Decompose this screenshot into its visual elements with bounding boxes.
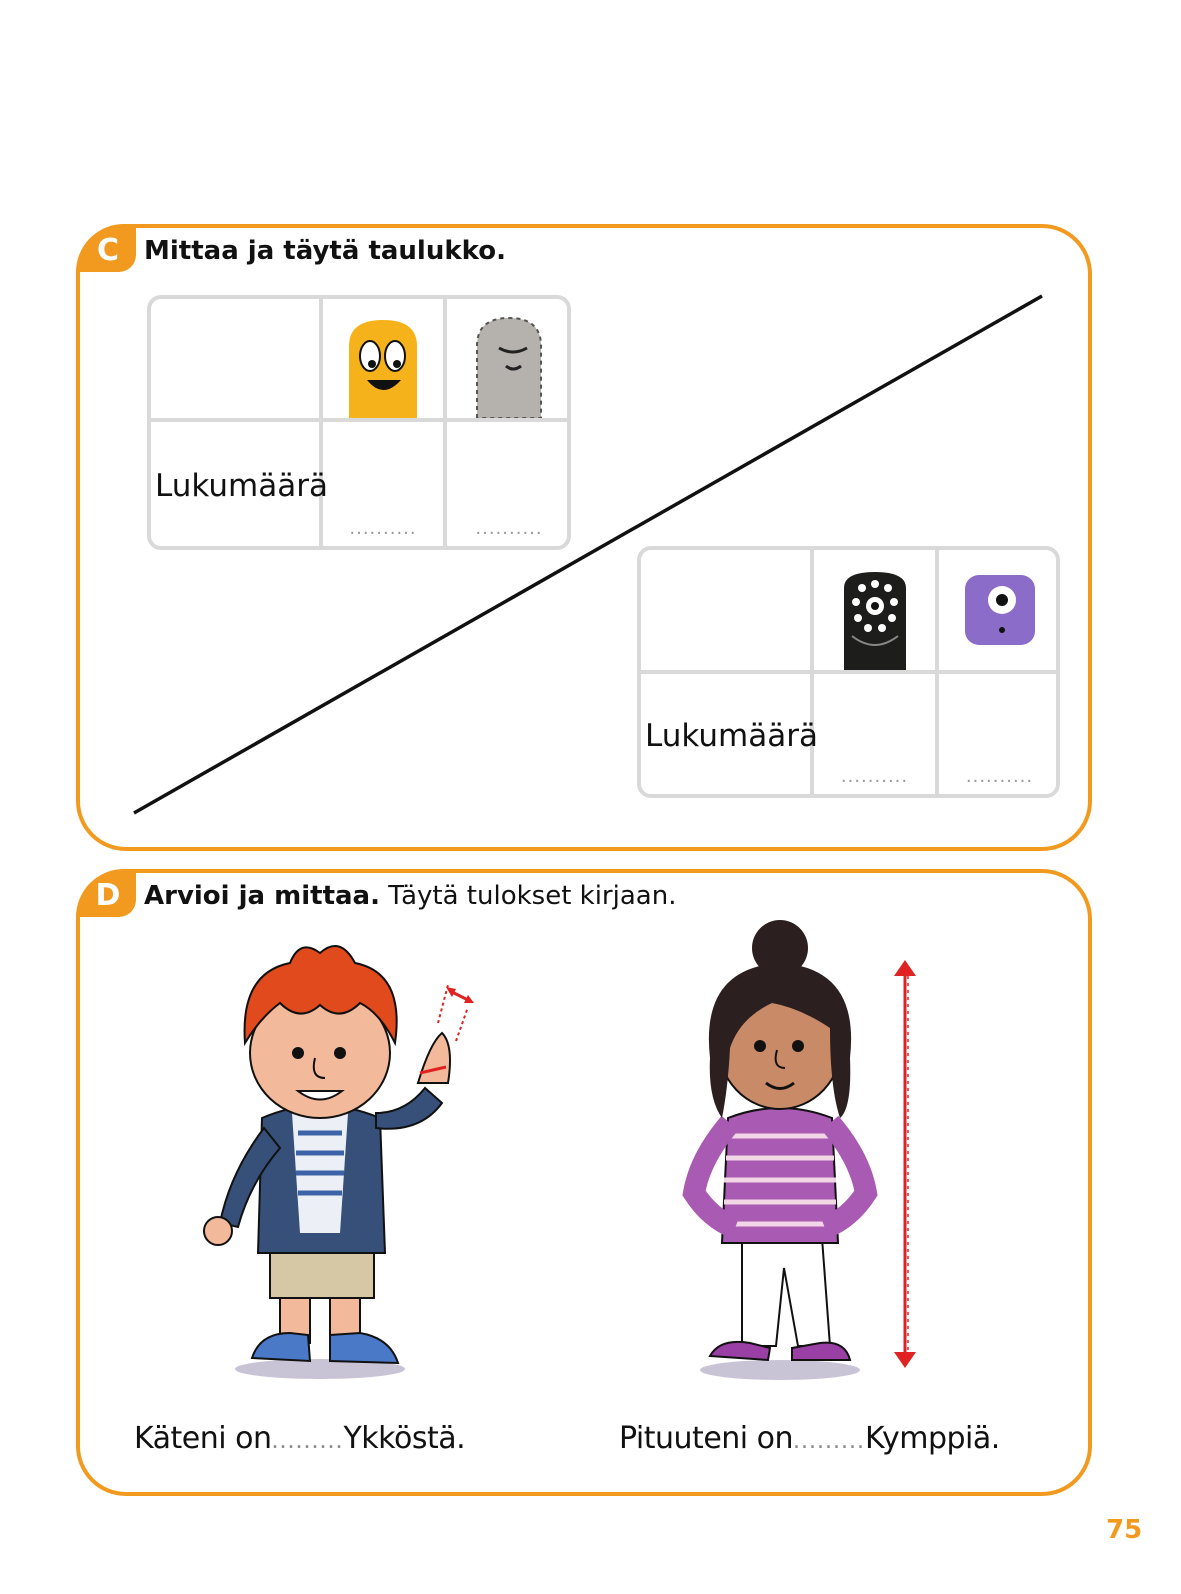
- answer-blank: ..........: [965, 766, 1034, 787]
- answer-blank: ..........: [475, 518, 543, 539]
- table-1-pic-cell-2: [447, 299, 571, 418]
- purple-one-eyed-block-icon: [962, 572, 1038, 648]
- yellow-smiling-block-icon: [345, 318, 421, 418]
- sentence-text: Käteni on: [134, 1421, 272, 1456]
- answer-blank: ..........: [349, 518, 417, 539]
- sentence-unit: Ykköstä.: [343, 1421, 466, 1456]
- table-2-answer-cell-1[interactable]: [814, 674, 935, 798]
- answer-blank[interactable]: .........: [793, 1429, 865, 1454]
- table-1-answer-cell-2[interactable]: [447, 422, 571, 550]
- task-c-badge: C: [76, 224, 136, 272]
- task-d-title: Arvioi ja mittaa. Täytä tulokset kirjaan.: [144, 881, 677, 911]
- measure-table-2: [637, 546, 1060, 798]
- task-c-title: Mittaa ja täytä taulukko.: [144, 236, 506, 266]
- black-dotted-block-icon: [840, 570, 910, 670]
- hand-size-sentence: [134, 1421, 465, 1456]
- table-1-pic-cell-1: [323, 299, 443, 418]
- answer-blank: ..........: [840, 766, 909, 787]
- measure-table-1: [147, 295, 571, 550]
- table-1-row-label: Lukumäärä: [155, 468, 328, 504]
- task-d-panel: [76, 869, 1092, 1496]
- table-2-row-label: Lukumäärä: [645, 718, 818, 754]
- height-sentence: [619, 1421, 1000, 1456]
- sentence-unit: Kymppiä.: [864, 1421, 1000, 1456]
- table-2-pic-cell-1: [814, 550, 935, 670]
- table-1-answer-cell-1[interactable]: [323, 422, 443, 550]
- height-measure-arrow: [890, 958, 920, 1370]
- task-c-panel: [76, 224, 1092, 851]
- answer-blank[interactable]: .........: [271, 1429, 344, 1454]
- table-2-answer-cell-2[interactable]: [939, 674, 1060, 798]
- task-d-badge: D: [76, 869, 136, 917]
- table-2-pic-cell-2: [939, 550, 1060, 670]
- boy-waving-illustration: [180, 933, 480, 1383]
- sentence-text: Pituuteni on: [619, 1421, 794, 1456]
- gray-sleeping-block-icon: [473, 316, 545, 418]
- page-number: 75: [1106, 1515, 1143, 1545]
